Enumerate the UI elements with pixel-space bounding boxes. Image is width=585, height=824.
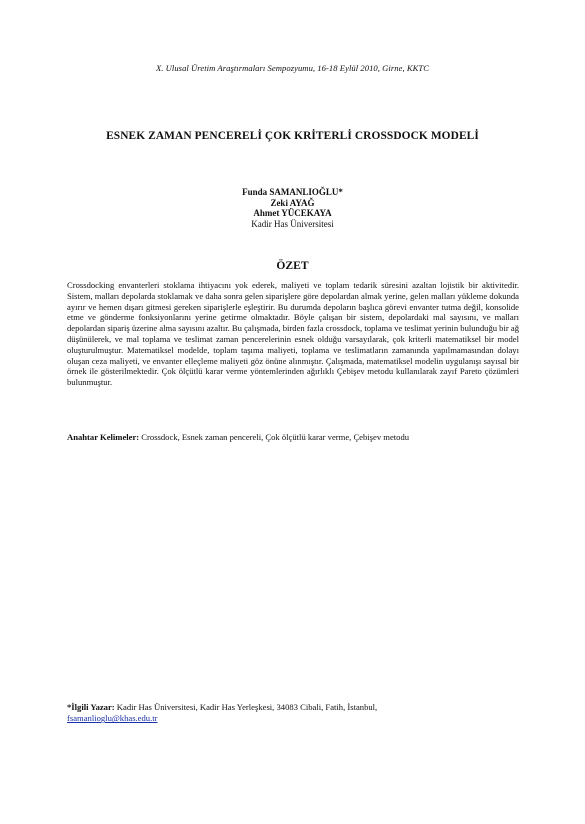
corresponding-author-note [67, 702, 519, 724]
corresponding-author-address: Kadir Has Üniversitesi, Kadir Has Yerleşkesi, 34083 Cibali, Fatih, İstanbul, [114, 702, 378, 712]
author-name: Funda SAMANLIOĞLU* [242, 187, 343, 197]
corresponding-author-email-link[interactable]: fsamanlioglu@khas.edu.tr [67, 713, 158, 724]
corresponding-author-line [67, 702, 519, 713]
author-name: Ahmet YÜCEKAYA [253, 208, 332, 219]
author-name: Zeki AYAĞ [270, 197, 315, 208]
corresponding-author-label: *İlgili Yazar: [67, 702, 115, 712]
abstract-body: Crossdocking envanterleri stoklama ihtiyacını yok ederek, maliyeti ve toplam tedarik süresini azaltan lojistik bir aktivitedir. Sistem, malları depolarda stoklamak ve daha sonra gelen siparişlere göre depolardan almak yerine, gelen malları yükleme dokunda ayırır ve hemen dışarı gitmesi gereken siparişlerle eşleştirir. Bu durumda depoların başlıca görevi envanter tutma değil, konsolide etme ve gönderme fonksiyonlarını yerine getirme olmaktadır. Böyle çalışan bir sistem, depolardaki mal sayısını, ve malları depolardan sipariş üzerine alma sayısını azaltır. Bu çalışmada, birden fazla crossdock, toplama ve teslimat yerinin bulunduğu bir ağ düşünülerek, ve mal toplama ve teslimat zaman pencerelerinin esnek olduğu varsayılarak, çok kriterli matematiksel bir model oluşturulmuştur. Matematiksel modelde, toplam taşıma maliyeti, toplama ve teslimatların zamanında yapılmamasından dolayı oluşan ceza maliyeti, ve envanter elleçleme maliyeti göz önüne alınmıştır. Çalışmada, matematiksel modelin uygulanışı sayısal bir örnek ile gösterilmektedir. Çok ölçütlü karar verme yöntemlerinden ağırlıklı Çebişev metodu kullanılarak zayıf Pareto çözümleri bulunmuştur. [67, 280, 519, 388]
author-block [0, 187, 585, 230]
keywords-text: Crossdock, Esnek zaman pencereli, Çok ölçütlü karar verme, Çebişev metodu [139, 432, 410, 442]
abstract-heading: ÖZET [276, 259, 309, 272]
keywords-line [67, 432, 519, 443]
keywords-label: Anahtar Kelimeler: [67, 432, 140, 442]
author-affiliation: Kadir Has Üniversitesi [251, 219, 334, 230]
paper-title: ESNEK ZAMAN PENCERELİ ÇOK KRİTERLİ CROSSDOCK MODELİ [106, 130, 479, 142]
conference-header: X. Ulusal Üretim Araştırmaları Sempozyumu, 16-18 Eylül 2010, Girne, KKTC [155, 63, 430, 73]
